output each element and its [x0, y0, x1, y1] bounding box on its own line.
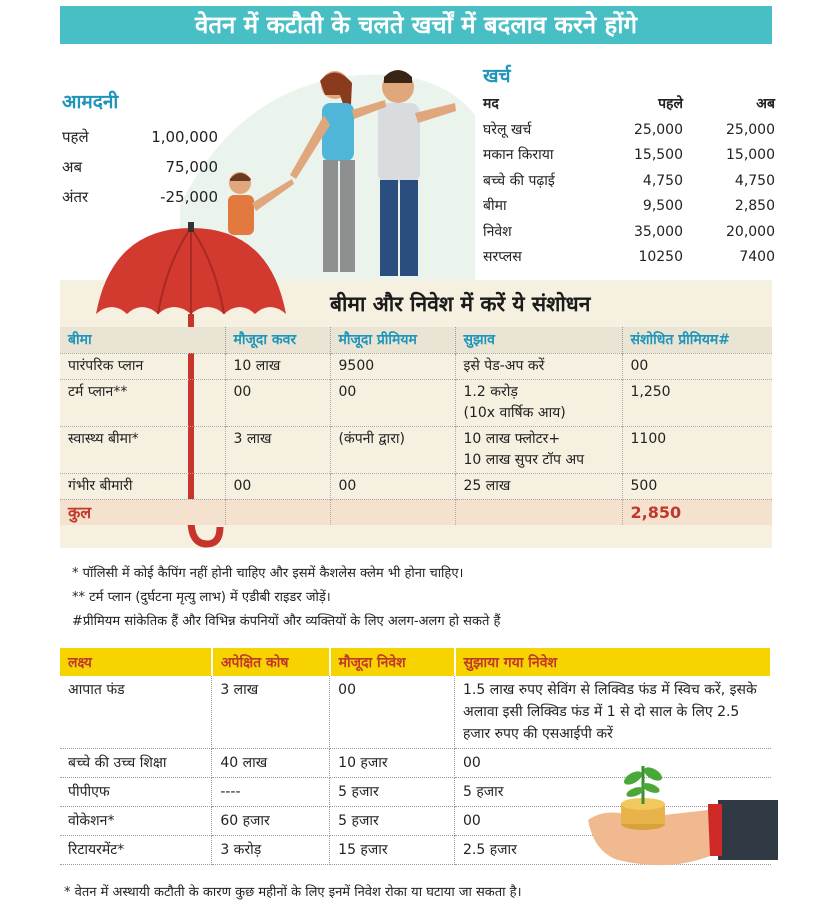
- goals-cell: 3 करोड़: [212, 836, 330, 865]
- expenses-box: [483, 62, 783, 271]
- income-label: पहले: [62, 128, 89, 146]
- insurance-cell: इसे पेड-अप करें: [455, 353, 622, 379]
- income-row: [62, 122, 222, 152]
- goals-cell: 15 हजार: [330, 836, 455, 865]
- expense-item: निवेश: [483, 223, 512, 240]
- insurance-cell: 00: [225, 473, 330, 499]
- insurance-cell: टर्म प्लान**: [60, 379, 225, 426]
- insurance-cell: 1.2 करोड़ (10x वार्षिक आय): [455, 379, 622, 426]
- expenses-header-cell: मद: [483, 96, 499, 112]
- expense-now: 7400: [739, 249, 775, 265]
- expense-item: बच्चे की पढ़ाई: [483, 172, 555, 189]
- income-value: -25,000: [160, 188, 218, 206]
- income-value: 1,00,000: [151, 128, 218, 146]
- income-title: आमदनी: [62, 91, 119, 113]
- expenses-row: [483, 220, 783, 246]
- insurance-cell: 00: [330, 473, 455, 499]
- goals-cell: 00: [330, 676, 455, 749]
- insurance-cell: पारंपरिक प्लान: [60, 353, 225, 379]
- insurance-header-cell: संशोधित प्रीमियम#: [622, 327, 772, 353]
- insurance-cell: 1100: [622, 426, 772, 473]
- insurance-row: [60, 353, 772, 379]
- income-row: [62, 182, 222, 212]
- expense-item: सरप्लस: [483, 249, 522, 265]
- goals-cell: 3 लाख: [212, 676, 330, 749]
- expense-item: घरेलू खर्च: [483, 121, 532, 138]
- insurance-cell: 10 लाख: [225, 353, 330, 379]
- goals-cell: 1.5 लाख रुपए सेविंग से लिक्विड फंड में स्विच करें, इसके अलावा इसी लिक्विड फंड में 1 से दो साल के लिए 2.5 हजार रुपए की एसआईपी करें: [455, 676, 772, 749]
- goals-cell: 5 हजार: [455, 778, 772, 807]
- goals-cell: 00: [455, 807, 772, 836]
- goals-cell: वोकेशन*: [60, 807, 212, 836]
- expenses-row: [483, 169, 783, 195]
- income-value: 75,000: [165, 158, 218, 176]
- expense-before: 10250: [638, 249, 683, 265]
- expense-item: मकान किराया: [483, 147, 554, 163]
- headline-banner: वेतन में कटौती के चलते खर्चों में बदलाव करने होंगे: [60, 6, 772, 44]
- insurance-section-title: बीमा और निवेश में करें ये संशोधन: [330, 292, 591, 316]
- expense-before: 35,000: [634, 223, 683, 240]
- note-line: * पॉलिसी में कोई कैपिंग नहीं होनी चाहिए और इसमें कैशलेस क्लेम भी होना चाहिए।: [72, 566, 464, 581]
- note-line: ** टर्म प्लान (दुर्घटना मृत्यु लाभ) में एडीबी राइडर जोड़ें।: [72, 590, 331, 605]
- goals-header-cell: अपेक्षित कोष: [212, 648, 330, 676]
- goals-cell: ----: [212, 778, 330, 807]
- empty-cell: [225, 499, 330, 525]
- income-row: [62, 152, 222, 182]
- insurance-cell: 10 लाख फ्लोटर+ 10 लाख सुपर टॉप अप: [455, 426, 622, 473]
- goals-cell: 40 लाख: [212, 749, 330, 778]
- goals-cell: 00: [455, 749, 772, 778]
- insurance-cell: स्वास्थ्य बीमा*: [60, 426, 225, 473]
- insurance-cell: 1,250: [622, 379, 772, 426]
- expense-before: 15,500: [634, 147, 683, 163]
- goals-cell: 60 हजार: [212, 807, 330, 836]
- insurance-header-cell: बीमा: [60, 327, 225, 353]
- insurance-cell: (कंपनी द्वारा): [330, 426, 455, 473]
- expenses-header-cell: पहले: [658, 96, 683, 112]
- expense-before: 9,500: [642, 198, 683, 214]
- insurance-header-row: [60, 327, 772, 353]
- empty-cell: [330, 499, 455, 525]
- insurance-table: [60, 327, 772, 525]
- expense-now: 25,000: [726, 121, 775, 138]
- expense-now: 4,750: [734, 172, 775, 189]
- insurance-header-cell: मौजूदा कवर: [225, 327, 330, 353]
- expense-before: 4,750: [642, 172, 683, 189]
- goals-header-row: [60, 648, 771, 676]
- goals-header-cell: लक्ष्य: [60, 648, 212, 676]
- expense-now: 20,000: [726, 223, 775, 240]
- goals-header-cell: सुझाया गया निवेश: [455, 648, 772, 676]
- goals-cell: 10 हजार: [330, 749, 455, 778]
- footnote: * वेतन में अस्थायी कटौती के कारण कुछ महीनों के लिए इनमें निवेश रोका या घटाया जा सकता है।: [64, 885, 522, 900]
- income-box: [62, 88, 222, 212]
- income-label: अंतर: [62, 188, 89, 206]
- goals-cell: 5 हजार: [330, 807, 455, 836]
- insurance-cell: 00: [330, 379, 455, 426]
- expense-item: बीमा: [483, 198, 507, 214]
- insurance-row: [60, 379, 772, 426]
- insurance-notes: [72, 562, 500, 634]
- income-label: अब: [62, 158, 83, 176]
- insurance-total-value: 2,850: [622, 499, 772, 525]
- expenses-header: [483, 92, 783, 118]
- insurance-cell: 25 लाख: [455, 473, 622, 499]
- insurance-header-cell: मौजूदा प्रीमियम: [330, 327, 455, 353]
- goals-cell: पीपीएफ: [60, 778, 212, 807]
- goals-cell: बच्चे की उच्च शिक्षा: [60, 749, 212, 778]
- insurance-total-row: [60, 499, 772, 525]
- goals-cell: आपात फंड: [60, 676, 212, 749]
- insurance-row: [60, 426, 772, 473]
- insurance-row: [60, 473, 772, 499]
- insurance-cell: 3 लाख: [225, 426, 330, 473]
- insurance-cell: 9500: [330, 353, 455, 379]
- expenses-row: [483, 194, 783, 220]
- expenses-row: [483, 143, 783, 169]
- goals-header-cell: मौजूदा निवेश: [330, 648, 455, 676]
- insurance-total-label: कुल: [60, 499, 225, 525]
- goals-row: [60, 676, 771, 749]
- empty-cell: [455, 499, 622, 525]
- goals-cell: 5 हजार: [330, 778, 455, 807]
- expenses-header-cell: अब: [756, 96, 775, 112]
- insurance-cell: 00: [622, 353, 772, 379]
- money-plant-hand-icon: [578, 760, 778, 878]
- insurance-cell: गंभीर बीमारी: [60, 473, 225, 499]
- note-line: #प्रीमियम सांकेतिक हैं और विभिन्न कंपनियों और व्यक्तियों के लिए अलग-अलग हो सकते हैं: [72, 614, 501, 629]
- expense-now: 2,850: [734, 198, 775, 214]
- expense-before: 25,000: [634, 121, 683, 138]
- expense-now: 15,000: [726, 147, 775, 163]
- expenses-row: [483, 245, 783, 271]
- insurance-cell: 00: [225, 379, 330, 426]
- goals-cell: 2.5 हजार: [455, 836, 772, 865]
- expenses-title: खर्च: [483, 65, 511, 87]
- insurance-cell: 500: [622, 473, 772, 499]
- insurance-header-cell: सुझाव: [455, 327, 622, 353]
- goals-cell: रिटायरमेंट*: [60, 836, 212, 865]
- expenses-row: [483, 118, 783, 144]
